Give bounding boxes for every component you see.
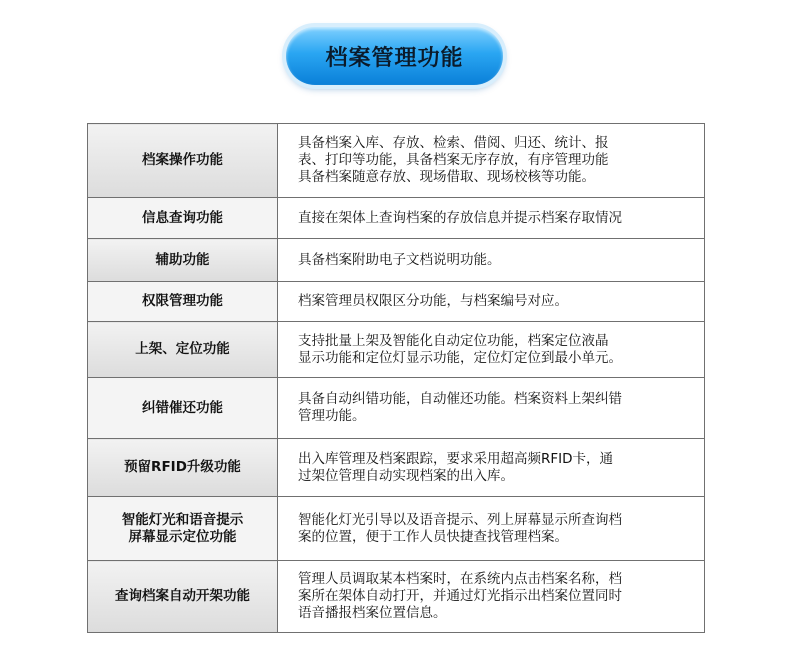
table-row xyxy=(88,561,705,633)
description-line: 出入库管理及档案跟踪，要求采用超高频RFID卡，通 xyxy=(298,450,614,467)
description-line: 语音播报档案位置信息。 xyxy=(298,605,447,621)
function-description xyxy=(278,198,705,239)
function-description xyxy=(278,124,705,198)
table-row xyxy=(88,378,705,439)
description-line: 过架位管理自动实现档案的出入库。 xyxy=(298,467,514,484)
description-line: 表、打印等功能，具备档案无序存放，有序管理功能 xyxy=(298,152,609,168)
function-name: 权限管理功能 xyxy=(88,282,278,322)
function-name: 辅助功能 xyxy=(88,239,278,282)
table-row xyxy=(88,439,705,497)
description-line: 档案管理员权限区分功能，与档案编号对应。 xyxy=(298,293,568,309)
description-line: 案的位置，便于工作人员快捷查找管理档案。 xyxy=(298,528,568,545)
function-table xyxy=(87,123,705,633)
title-banner xyxy=(286,27,503,85)
table-row xyxy=(88,198,705,239)
description-line: 显示功能和定位灯显示功能，定位灯定位到最小单元。 xyxy=(298,349,622,366)
description-line: 智能化灯光引导以及语音提示、列上屏幕显示所查询档 xyxy=(298,511,622,528)
table-row xyxy=(88,322,705,378)
function-name-line: 屏幕显示定位功能 xyxy=(128,528,237,545)
description-line: 具备档案入库、存放、检索、借阅、归还、统计、报 xyxy=(298,135,609,151)
function-description xyxy=(278,497,705,561)
function-description xyxy=(278,561,705,633)
function-name: 上架、定位功能 xyxy=(88,322,278,378)
table-row xyxy=(88,497,705,561)
description-line: 具备档案随意存放、现场借取、现场校核等功能。 xyxy=(298,169,595,185)
description-line: 管理功能。 xyxy=(298,408,366,424)
function-name: 信息查询功能 xyxy=(88,198,278,239)
function-name: 纠错催还功能 xyxy=(88,378,278,439)
function-description xyxy=(278,282,705,322)
function-description xyxy=(278,378,705,439)
description-line: 具备档案附助电子文档说明功能。 xyxy=(298,251,501,268)
function-description xyxy=(278,239,705,282)
table-row xyxy=(88,282,705,322)
page-title: 档案管理功能 xyxy=(325,45,464,71)
function-description xyxy=(278,322,705,378)
function-description xyxy=(278,439,705,497)
function-name: 档案操作功能 xyxy=(88,124,278,198)
description-line: 支持批量上架及智能化自动定位功能，档案定位液晶 xyxy=(298,332,609,349)
description-line: 案所在架体自动打开，并通过灯光指示出档案位置同时 xyxy=(298,588,622,604)
function-name: 查询档案自动开架功能 xyxy=(88,561,278,633)
description-line: 具备自动纠错功能，自动催还功能。档案资料上架纠错 xyxy=(298,391,622,407)
function-name-line: 智能灯光和语音提示 xyxy=(121,511,244,528)
function-name xyxy=(88,497,278,561)
table-row xyxy=(88,239,705,282)
table-row xyxy=(88,124,705,198)
description-line: 直接在架体上查询档案的存放信息并提示档案存取情况 xyxy=(298,209,622,226)
function-name: 预留RFID升级功能 xyxy=(88,439,278,497)
description-line: 管理人员调取某本档案时，在系统内点击档案名称，档 xyxy=(298,571,622,587)
